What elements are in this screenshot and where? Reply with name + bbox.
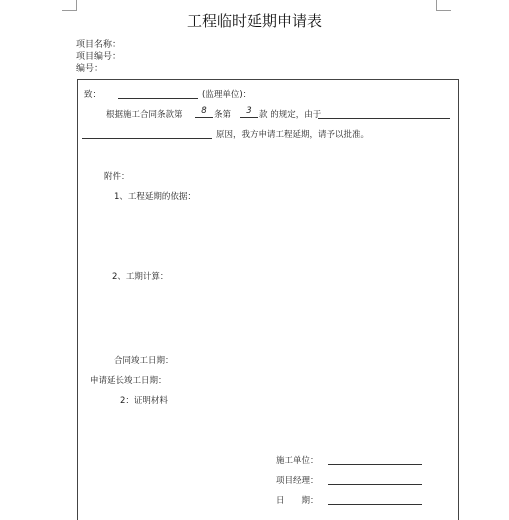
serial-number-label: 编号：: [76, 64, 104, 74]
date-field[interactable]: [328, 494, 422, 505]
basis-text: 根据施工合同条款第: [106, 110, 183, 120]
project-name-label: 项目名称：: [76, 40, 122, 50]
article-number-field[interactable]: 8: [195, 106, 213, 118]
clause-number-field[interactable]: 3: [240, 106, 258, 118]
contractor-label: 施工单位：: [276, 456, 319, 466]
contractor-field[interactable]: [328, 454, 422, 465]
proof-materials-item: 2：证明材料: [120, 396, 168, 406]
delay-basis-item: 1、工程延期的依据：: [114, 192, 196, 202]
duration-calc-item: 2、工期计算：: [112, 272, 169, 282]
supervisor-unit-field[interactable]: [118, 88, 198, 99]
supervisor-unit-label: (监理单位)：: [202, 90, 252, 100]
reason-text: 原因，我方申请工程延期，请予以批准。: [216, 130, 370, 140]
contract-completion-date-label: 合同竣工日期：: [114, 356, 174, 366]
application-form-box: [77, 79, 459, 520]
date-label: 日 期：: [276, 496, 319, 506]
to-label: 致：: [84, 90, 102, 100]
extended-completion-date-label: 申请延长竣工日期：: [90, 376, 167, 386]
project-manager-field[interactable]: [328, 474, 422, 485]
document-title: 工程临时延期申请表: [186, 12, 322, 30]
attachment-label: 附件：: [104, 172, 130, 182]
delay-reason-field[interactable]: [82, 128, 212, 139]
clause-text: 款 的规定，由于: [259, 110, 322, 120]
article-unit-text: 条第: [214, 110, 232, 120]
delay-cause-field[interactable]: [318, 108, 450, 119]
project-manager-label: 项目经理：: [276, 476, 319, 486]
project-code-label: 项目编号：: [76, 52, 122, 62]
